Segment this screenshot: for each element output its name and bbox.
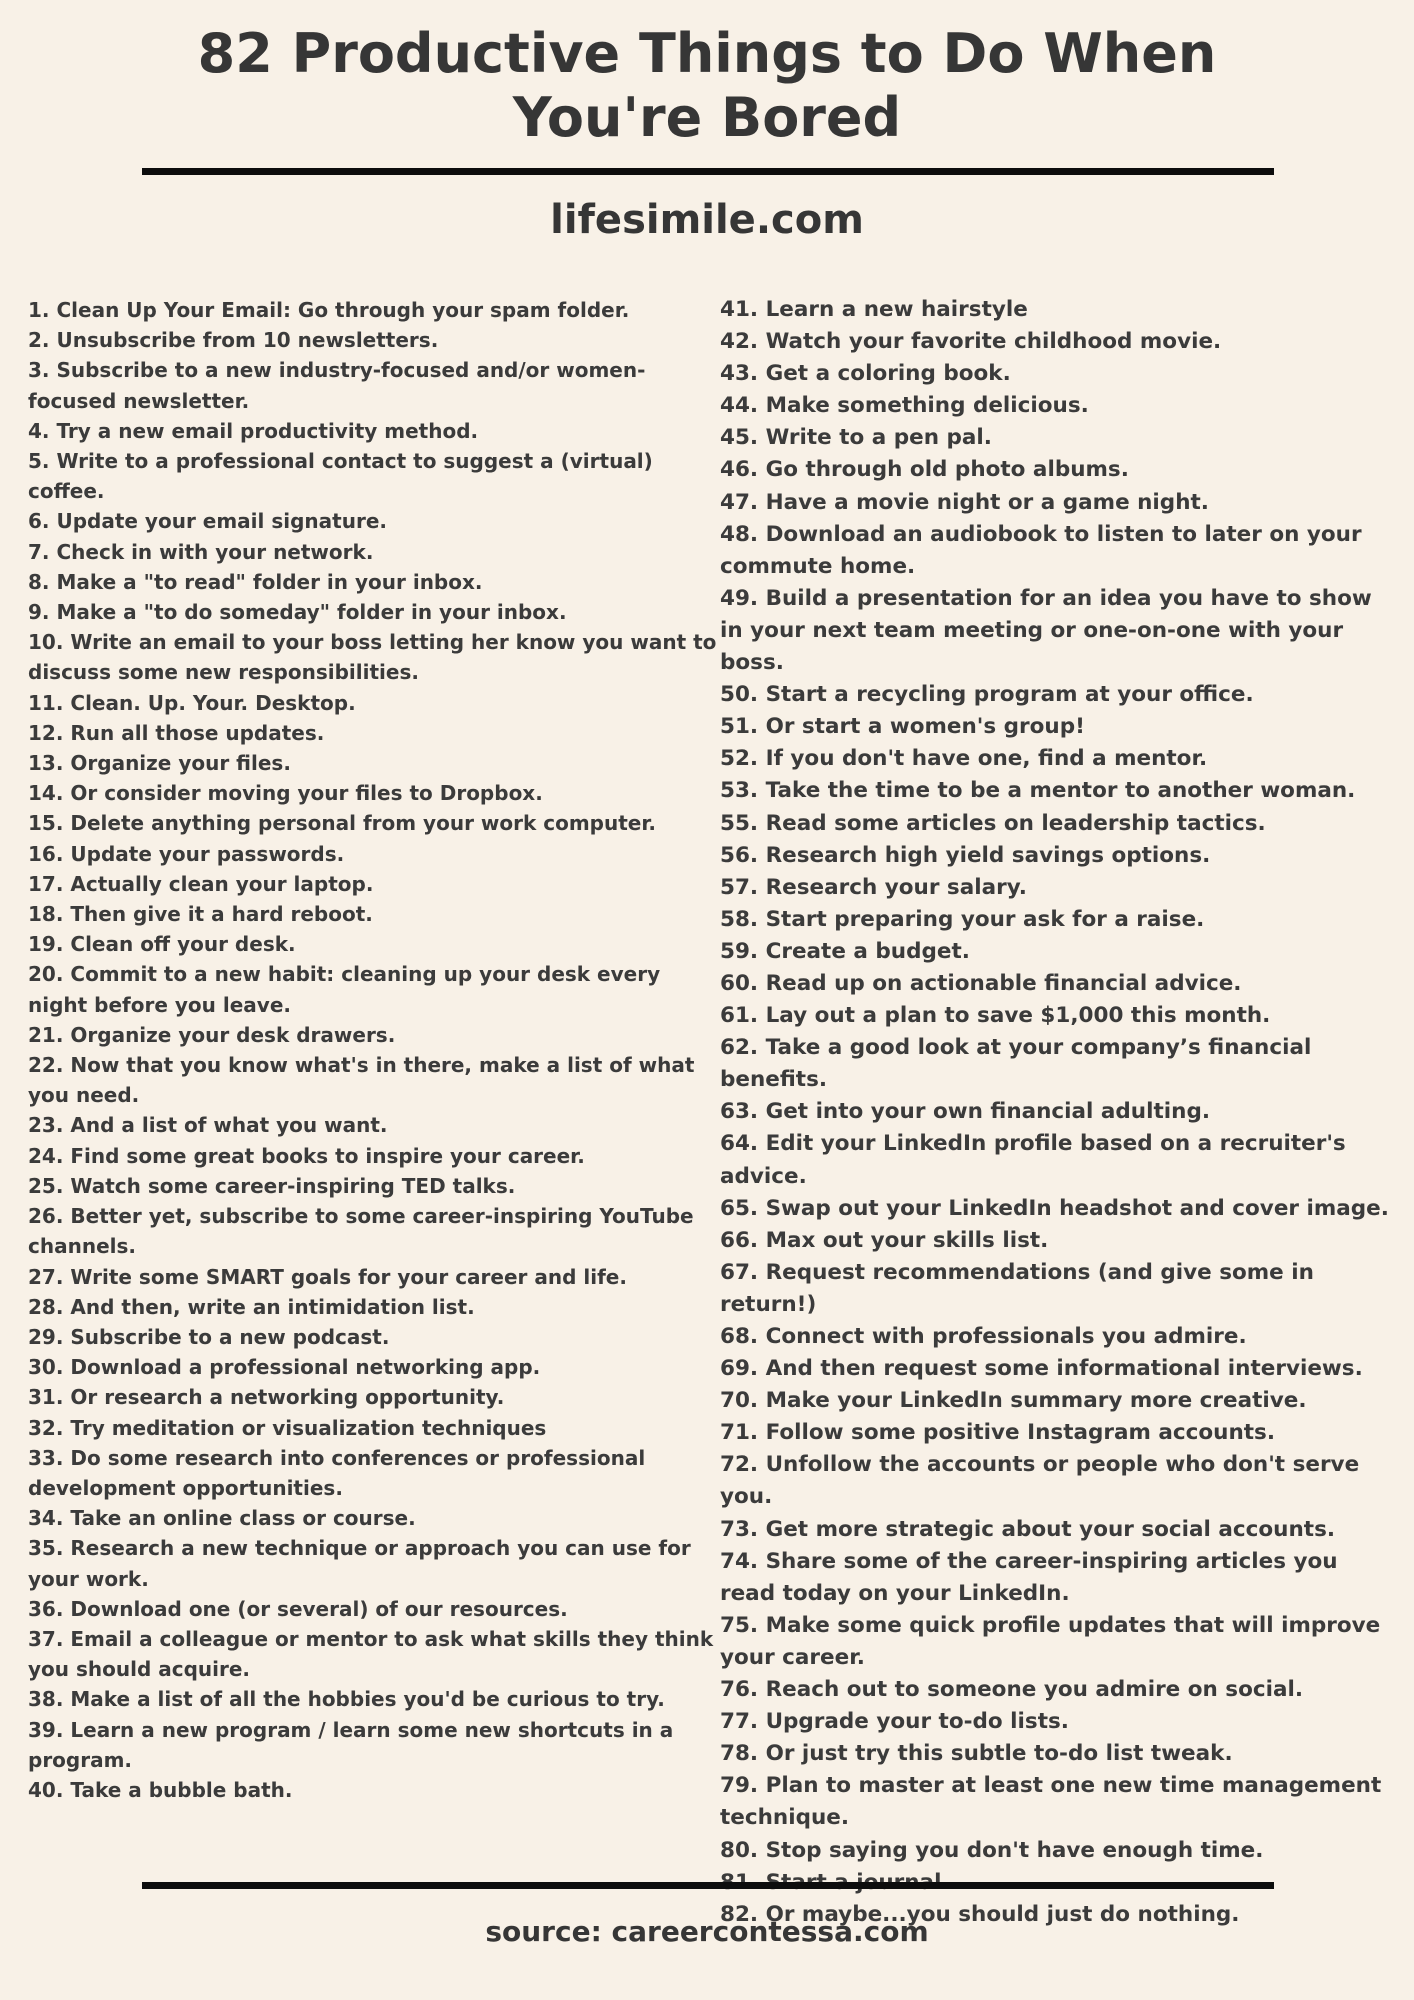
list-item: 17. Actually clean your laptop.: [28, 871, 374, 896]
list-item: 16. Update your passwords.: [28, 841, 345, 866]
list-item: 59. Create a budget.: [720, 938, 970, 964]
list-item: 65. Swap out your LinkedIn headshot and cover image.: [720, 1195, 1389, 1221]
list-item: 1. Clean Up Your Email: Go through your spam folder.: [28, 298, 630, 322]
list-item: 20. Commit to a new habit: cleaning up your desk every night before you leave.: [28, 962, 661, 1017]
list-item: 27. Write some SMART goals for your career and life.: [28, 1264, 627, 1289]
list-item: 63. Get into your own financial adulting.: [720, 1099, 1210, 1125]
list-item: 42. Watch your favorite childhood movie.: [720, 329, 1222, 355]
list-item: 62. Take a good look at your company’s financial benefits.: [720, 1035, 1312, 1093]
list-item: 33. Do some research into conferences or professional development opportunities.: [28, 1445, 646, 1500]
list-item: 31. Or research a networking opportunity.: [28, 1385, 505, 1410]
list-item: 76. Reach out to someone you admire on social.: [720, 1677, 1304, 1703]
list-item: 80. Stop saying you don't have enough time.: [720, 1837, 1264, 1863]
list-item: 67. Request recommendations (and give some in return!): [720, 1259, 1314, 1317]
list-item: 6. Update your email signature.: [28, 509, 387, 534]
site-name: lifesimile.com: [550, 197, 864, 243]
list-item: 13. Organize your files.: [28, 751, 291, 776]
list-item: 25. Watch some career-inspiring TED talks.: [28, 1173, 516, 1198]
list-item: 12. Run all those updates.: [28, 720, 325, 745]
list-item: 23. And a list of what you want.: [28, 1113, 388, 1138]
list-item: 9. Make a "to do someday" folder in your inbox.: [28, 600, 567, 625]
list-item: 26. Better yet, subscribe to some career-inspiring YouTube channels.: [28, 1204, 694, 1259]
list-item: 29. Subscribe to a new podcast.: [28, 1324, 390, 1349]
list-item: 69. And then request some informational interviews.: [720, 1356, 1363, 1382]
list-item: 58. Start preparing your ask for a raise.: [720, 906, 1205, 932]
list-item: 79. Plan to master at least one new time management technique.: [720, 1773, 1382, 1831]
list-item: 78. Or just try this subtle to-do list tweak.: [720, 1741, 1233, 1767]
list-item: 22. Now that you know what's in there, make a list of what you need.: [28, 1053, 695, 1108]
list-item: 5. Write to a professional contact to suggest a (virtual) coffee.: [28, 449, 653, 504]
list-item: 52. If you don't have one, find a mentor.: [720, 746, 1208, 772]
list-item: 34. Take an online class or course.: [28, 1506, 416, 1531]
list-item: 43. Get a coloring book.: [720, 361, 1011, 387]
list-item: 40. Take a bubble bath.: [28, 1777, 293, 1802]
bottom-divider: [142, 1882, 1274, 1889]
list-item: 77. Upgrade your to-do lists.: [720, 1709, 1069, 1735]
list-item: 35. Research a new technique or approach you can use for your work.: [28, 1536, 691, 1591]
list-item: 55. Read some articles on leadership tactics.: [720, 810, 1266, 836]
list-item: 39. Learn a new program / learn some new shortcuts in a program.: [28, 1717, 674, 1772]
list-item: 70. Make your LinkedIn summary more creative.: [720, 1388, 1307, 1414]
list-item: 21. Organize your desk drawers.: [28, 1022, 396, 1047]
list-item: 14. Or consider moving your files to Dropbox.: [28, 781, 543, 806]
list-item: 51. Or start a women's group!: [720, 714, 1085, 740]
list-item: 60. Read up on actionable financial advice.: [720, 970, 1242, 996]
list-item: 19. Clean off your desk.: [28, 932, 296, 957]
list-item: 32. Try meditation or visualization techniques: [28, 1415, 547, 1440]
left-column-list: [28, 295, 718, 1805]
list-item: 4. Try a new email productivity method.: [28, 418, 479, 443]
list-item: 49. Build a presentation for an idea you have to show in your next team meeting or one-on-one with your boss.: [720, 585, 1372, 676]
list-item: 28. And then, write an intimidation list.: [28, 1294, 475, 1319]
list-item: 53. Take the time to be a mentor to another woman.: [720, 778, 1356, 804]
list-item: 8. Make a "to read" folder in your inbox.: [28, 569, 483, 594]
list-item: 18. Then give it a hard reboot.: [28, 902, 373, 927]
list-item: 46. Go through old photo albums.: [720, 457, 1129, 483]
list-item: 74. Share some of the career-inspiring articles you read today on your LinkedIn.: [720, 1548, 1338, 1606]
list-item: 71. Follow some positive Instagram accounts.: [720, 1420, 1276, 1446]
list-item: 61. Lay out a plan to save $1,000 this month.: [720, 1003, 1271, 1029]
list-item: 47. Have a movie night or a game night.: [720, 489, 1209, 515]
title-line-1: 82 Productive Things to Do When: [197, 22, 1217, 85]
list-item: 66. Max out your skills list.: [720, 1227, 1049, 1253]
list-item: 30. Download a professional networking app.: [28, 1355, 541, 1380]
list-item: 57. Research your salary.: [720, 874, 1027, 900]
list-item: 68. Connect with professionals you admire.: [720, 1324, 1247, 1349]
list-item: 75. Make some quick profile updates that will improve your career.: [720, 1612, 1381, 1670]
list-item: 50. Start a recycling program at your office.: [720, 682, 1254, 708]
right-column-list: [720, 294, 1400, 1931]
list-item: 7. Check in with your network.: [28, 539, 374, 564]
list-item: 64. Edit your LinkedIn profile based on a recruiter's advice.: [720, 1131, 1346, 1189]
list-item: 44. Make something delicious.: [720, 393, 1089, 419]
list-item: 36. Download one (or several) of our resources.: [28, 1596, 568, 1621]
list-item: 11. Clean. Up. Your. Desktop.: [28, 690, 356, 715]
list-item: 37. Email a colleague or mentor to ask what skills they think you should acquire.: [28, 1626, 714, 1682]
top-divider: [142, 168, 1274, 175]
list-item: 38. Make a list of all the hobbies you'd be curious to try.: [28, 1687, 665, 1712]
list-item: 41. Learn a new hairstyle: [720, 297, 1028, 322]
title-line-2: You're Bored: [512, 86, 902, 149]
list-item: 73. Get more strategic about your social accounts.: [720, 1516, 1336, 1542]
list-item: 2. Unsubscribe from 10 newsletters.: [28, 328, 439, 353]
list-item: 48. Download an audiobook to listen to later on your commute home.: [720, 521, 1362, 579]
list-item: 45. Write to a pen pal.: [720, 425, 992, 451]
list-item: 82. Or maybe...you should just do nothing.: [720, 1901, 1240, 1927]
list-item: 3. Subscribe to a new industry-focused and/or women-focused newsletter.: [28, 358, 646, 413]
list-item: 72. Unfollow the accounts or people who don't serve you.: [720, 1452, 1360, 1510]
list-item: 24. Find some great books to inspire your career.: [28, 1143, 585, 1168]
list-item: 56. Research high yield savings options.: [720, 842, 1211, 868]
page-title: [0, 22, 1414, 150]
list-item: 10. Write an email to your boss letting her know you want to discuss some new responsibilities.: [28, 630, 717, 685]
source-credit: source: careercontessa.com: [485, 1915, 929, 1948]
list-item: 15. Delete anything personal from your work computer.: [28, 811, 656, 836]
